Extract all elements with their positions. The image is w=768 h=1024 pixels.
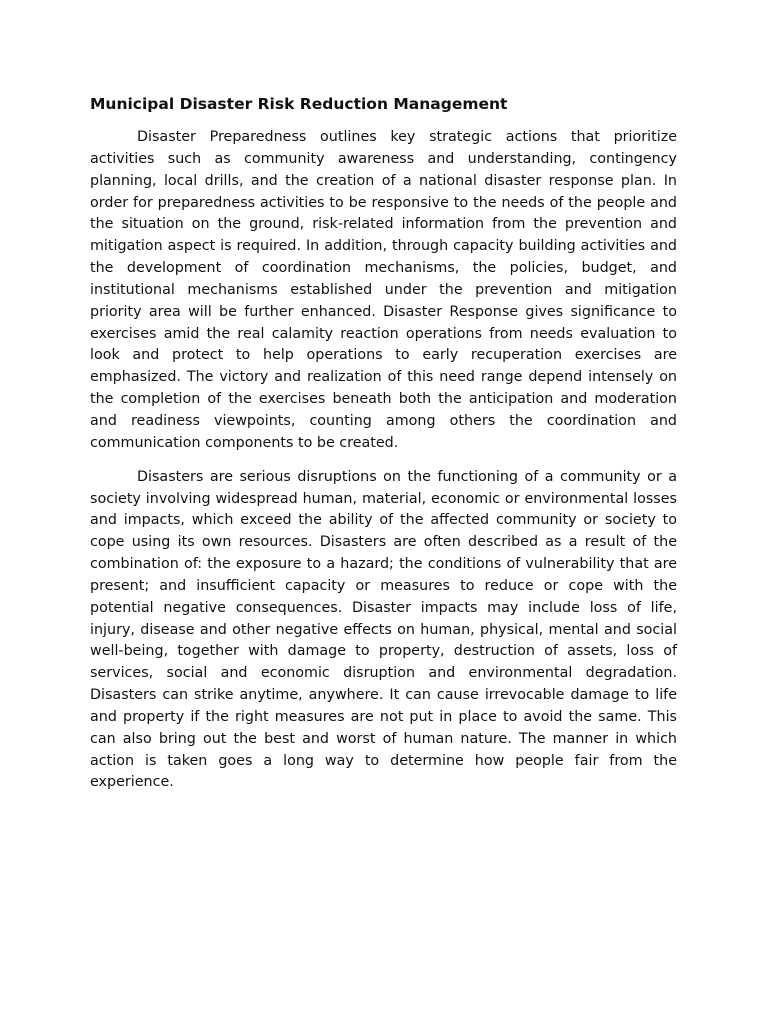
- document-title: Municipal Disaster Risk Reduction Management: [90, 95, 508, 113]
- document-page: [90, 93, 677, 806]
- paragraph-disasters: Disasters are serious disruptions on the functioning of a community or a society involving widespread human, material, economic or environmental losses and impacts, which exceed the ability of the affected community or society to cope using its own resources. Disasters are often described as a result of the combination of: the exposure to a hazard; the conditions of vulnerability that are present; and insufficient capacity or measures to reduce or cope with the potential negative consequences. Disaster impacts may include loss of life, injury, disease and other negative effects on human, physical, mental and social well-being, together with damage to property, destruction of assets, loss of services, social and economic disruption and environmental degradation. Disasters can strike anytime, anywhere. It can cause irrevocable damage to life and property if the right measures are not put in place to avoid the same. This can also bring out the best and worst of human nature. The manner in which action is taken goes a long way to determine how people fair from the experience.: [90, 468, 677, 791]
- paragraph-preparedness: Disaster Preparedness outlines key strategic actions that prioritize activities such as community awareness and understanding, contingency planning, local drills, and the creation of a national disaster response plan. In order for preparedness activities to be responsive to the needs of the people and the situation on the ground, risk-related information from the prevention and mitigation aspect is required. In addition, through capacity building activities and the development of coordination mechanisms, the policies, budget, and institutional mechanisms established under the prevention and mitigation priority area will be further enhanced. Disaster Response gives significance to exercises amid the real calamity reaction operations from needs evaluation to look and protect to help operations to early recuperation exercises are emphasized. The victory and realization of this need range depend intensely on the completion of the exercises beneath both the anticipation and moderation and readiness viewpoints, counting among others the coordination and communication components to be created.: [90, 129, 677, 451]
